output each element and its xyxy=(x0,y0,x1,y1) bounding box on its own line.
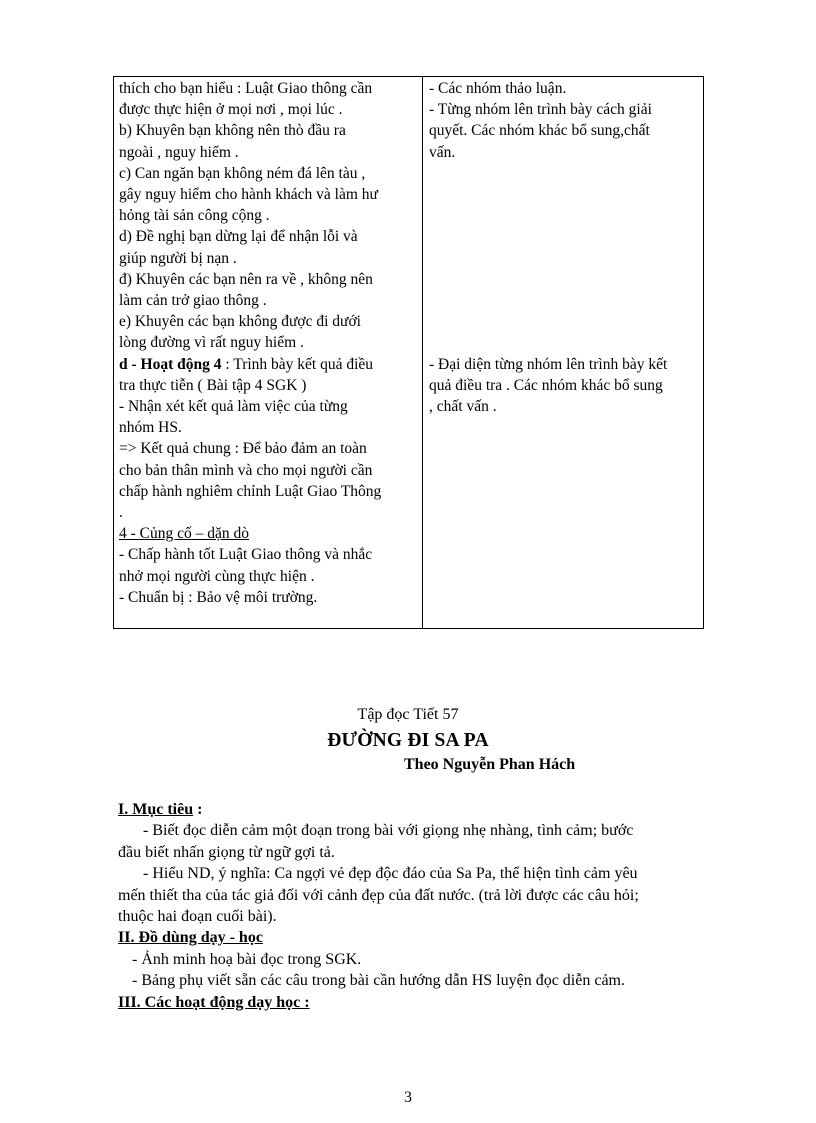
table-right-line: quả điều tra . Các nhóm khác bổ sung xyxy=(429,376,663,394)
page-number: 3 xyxy=(404,1089,412,1106)
table-right-line: - Đại diện từng nhóm lên trình bày kết xyxy=(429,355,668,373)
column-spacer xyxy=(429,163,699,354)
objective-line: - Hiểu ND, ý nghĩa: Ca ngợi vẻ đẹp độc đáo của Sa Pa, thể hiện tình cảm yêu xyxy=(143,865,638,883)
table-left-line: thích cho bạn hiểu : Luật Giao thông cần xyxy=(119,80,373,97)
lesson-author: Theo Nguyễn Phan Hách xyxy=(404,756,576,773)
table-left-line: cho bản thân mình và cho mọi người cần xyxy=(119,461,373,479)
table-left-line: e) Khuyên các bạn không được đi dưới xyxy=(119,313,361,331)
table-left-line: d) Đề nghị bạn dừng lại để nhận lỗi và xyxy=(119,228,358,246)
table-left-line: nhóm HS. xyxy=(119,419,182,437)
table-left-line: gây nguy hiểm cho hành khách và làm hư xyxy=(119,186,378,204)
objective-line: thuộc hai đoạn cuối bài). xyxy=(118,908,277,926)
table-right-line: vấn. xyxy=(429,143,456,161)
table-left-line: - Chấp hành tốt Luật Giao thông và nhắc xyxy=(119,546,373,564)
material-line: - Bảng phụ viết sẵn các câu trong bài cần hướng dẫn HS luyện đọc diễn cảm. xyxy=(132,972,625,990)
table-right-line: quyết. Các nhóm khác bổ sung,chất xyxy=(429,122,650,140)
objective-line: - Biết đọc diễn cảm một đoạn trong bài với giọng nhẹ nhàng, tình cảm; bước xyxy=(143,822,634,840)
table-left-line: lòng đường vì rất nguy hiểm . xyxy=(119,334,304,352)
table-left-line: chấp hành nghiêm chỉnh Luật Giao Thông xyxy=(119,482,382,500)
table-left-line: => Kết quả chung : Để bảo đảm an toàn xyxy=(119,440,367,458)
table-right-line: - Từng nhóm lên trình bày cách giải xyxy=(429,101,652,119)
table-left-line: b) Khuyên bạn không nên thò đầu ra xyxy=(119,122,346,140)
lesson-activity-table xyxy=(113,76,704,629)
materials-heading: II. Đồ dùng dạy - học xyxy=(118,929,263,947)
objectives-heading: I. Mục tiêu xyxy=(118,801,194,818)
activities-heading: III. Các hoạt động dạy học : xyxy=(118,993,310,1011)
consolidation-heading: 4 - Củng cố – dặn dò xyxy=(119,525,250,543)
table-left-line: - Nhận xét kết quả làm việc của từng xyxy=(119,398,348,416)
activity-4-text: : Trình bày kết quả điều xyxy=(221,355,374,373)
table-left-line: ngoài , nguy hiểm . xyxy=(119,143,239,161)
table-left-line: tra thực tiễn ( Bài tập 4 SGK ) xyxy=(119,376,307,394)
objective-line: mến thiết tha của tác giả đối với cảnh đẹp của đất nước. (trả lời được các câu hỏi; xyxy=(118,886,639,904)
table-left-line: giúp người bị nạn . xyxy=(119,249,237,267)
table-left-line: . xyxy=(119,504,123,522)
table-right-line: , chất vấn . xyxy=(429,398,497,416)
table-left-line: làm cản trở giao thông . xyxy=(119,292,267,310)
activity-4-label: d - Hoạt động 4 xyxy=(119,355,222,373)
table-left-line: đ) Khuyên các bạn nên ra về , không nên xyxy=(119,270,373,288)
table-left-line: c) Can ngăn bạn không ném đá lên tàu , xyxy=(119,164,366,182)
student-activities-column xyxy=(423,77,703,628)
lesson-title: ĐƯỜNG ĐI SA PA xyxy=(327,730,489,751)
teacher-activities-column xyxy=(114,77,423,628)
material-line: - Ảnh minh hoạ bài đọc trong SGK. xyxy=(132,950,362,968)
lesson-body xyxy=(118,799,708,1013)
activity-4-line xyxy=(119,354,418,375)
objective-line: đầu biết nhấn giọng từ ngữ gợi tả. xyxy=(118,843,335,861)
table-right-line: - Các nhóm thảo luận. xyxy=(429,80,567,97)
objectives-heading-line xyxy=(118,799,708,820)
table-left-line: hỏng tài sản công cộng . xyxy=(119,207,270,225)
objectives-colon: : xyxy=(193,801,203,818)
table-left-line: - Chuẩn bị : Bảo vệ môi trường. xyxy=(119,588,318,606)
table-left-line: nhở mọi người cùng thực hiện . xyxy=(119,567,315,585)
table-left-line: được thực hiện ở mọi nơi , mọi lúc . xyxy=(119,101,343,119)
lesson-subject: Tập đọc Tiết 57 xyxy=(357,706,459,723)
